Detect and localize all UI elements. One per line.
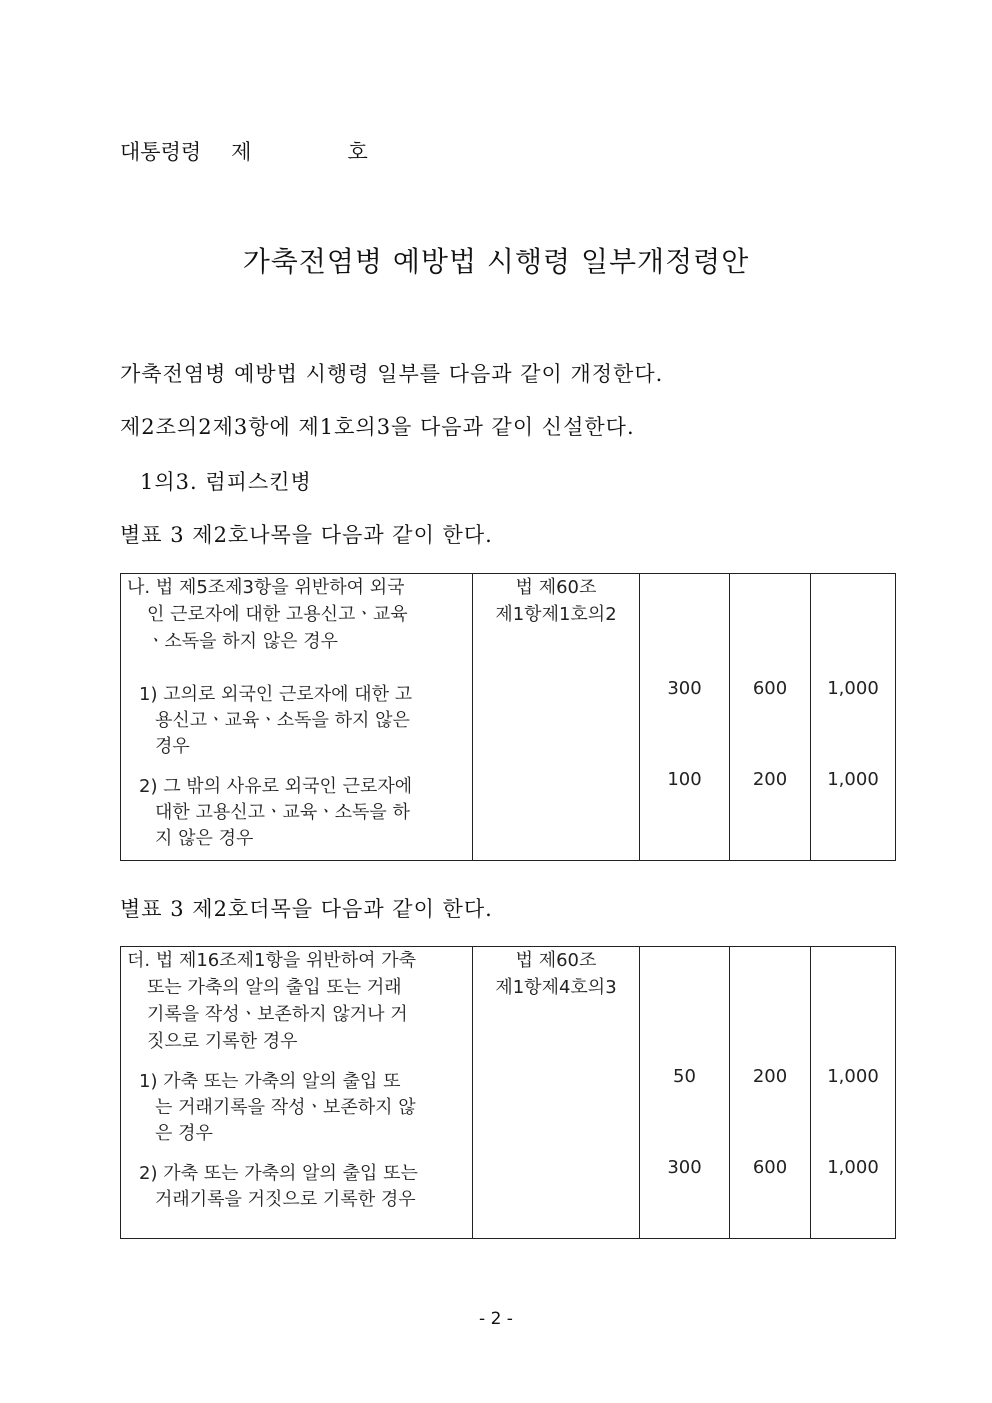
- table-row: [121, 947, 896, 1239]
- decree-number-line: [120, 136, 368, 166]
- third-violation-cell: 1,000 1,000: [811, 574, 896, 861]
- first-violation-cell: 50 300: [640, 947, 730, 1239]
- document-title: 가축전염병 예방법 시행령 일부개정령안: [242, 245, 750, 278]
- decree-label: 대통령령: [120, 140, 202, 164]
- penalty-table-deo: [120, 946, 896, 1239]
- amendment-paragraph-2: 별표 3 제2호나목을 다음과 같이 한다.: [120, 523, 493, 547]
- sub-item-2: 2) 가축 또는 가축의 알의 출입 또는 거래기록을 거짓으로 기록한 경우: [139, 1163, 418, 1210]
- page-number: - 2 -: [479, 1309, 513, 1329]
- sub-item-1: 1) 가축 또는 가축의 알의 출입 또 는 거래기록을 작성ㆍ보존하지 않 은 경우: [139, 1071, 416, 1144]
- sub-item-2: 2) 그 밖의 사유로 외국인 근로자에 대한 고용신고ㆍ교육ㆍ소독을 하 지 않은 경우: [139, 776, 413, 849]
- penalty-table-na: [120, 573, 896, 861]
- intro-paragraph: 가축전염병 예방법 시행령 일부를 다음과 같이 개정한다.: [120, 362, 664, 386]
- law-reference-cell: 법 제60조 제1항제4호의3: [473, 947, 640, 1239]
- item-heading: 더. 법 제16조제1항을 위반하여 가축 또는 가축의 알의 출입 또는 거래 기록을 작성ㆍ보존하지 않거나 거 짓으로 기록한 경우: [127, 950, 417, 1052]
- item-description-cell: [121, 574, 473, 861]
- first-violation-cell: 300 100: [640, 574, 730, 861]
- second-violation-cell: 200 600: [730, 947, 811, 1239]
- law-reference-cell: 법 제60조 제1항제1호의2: [473, 574, 640, 861]
- amendment-paragraph-1: 제2조의2제3항에 제1호의3을 다음과 같이 신설한다.: [120, 415, 635, 439]
- item-heading: 나. 법 제5조제3항을 위반하여 외국 인 근로자에 대한 고용신고ㆍ교육 ㆍ소독을 하지 않은 경우: [127, 577, 408, 652]
- sub-item-1: 1) 고의로 외국인 근로자에 대한 고 용신고ㆍ교육ㆍ소독을 하지 않은 경우: [139, 684, 413, 757]
- amendment-paragraph-3: 별표 3 제2호더목을 다음과 같이 한다.: [120, 897, 493, 921]
- decree-ho: 호: [347, 140, 368, 164]
- decree-je: 제: [231, 140, 252, 164]
- second-violation-cell: 600 200: [730, 574, 811, 861]
- new-item-1-3: 1의3. 럼피스킨병: [140, 470, 312, 494]
- item-description-cell: [121, 947, 473, 1239]
- third-violation-cell: 1,000 1,000: [811, 947, 896, 1239]
- table-row: [121, 574, 896, 861]
